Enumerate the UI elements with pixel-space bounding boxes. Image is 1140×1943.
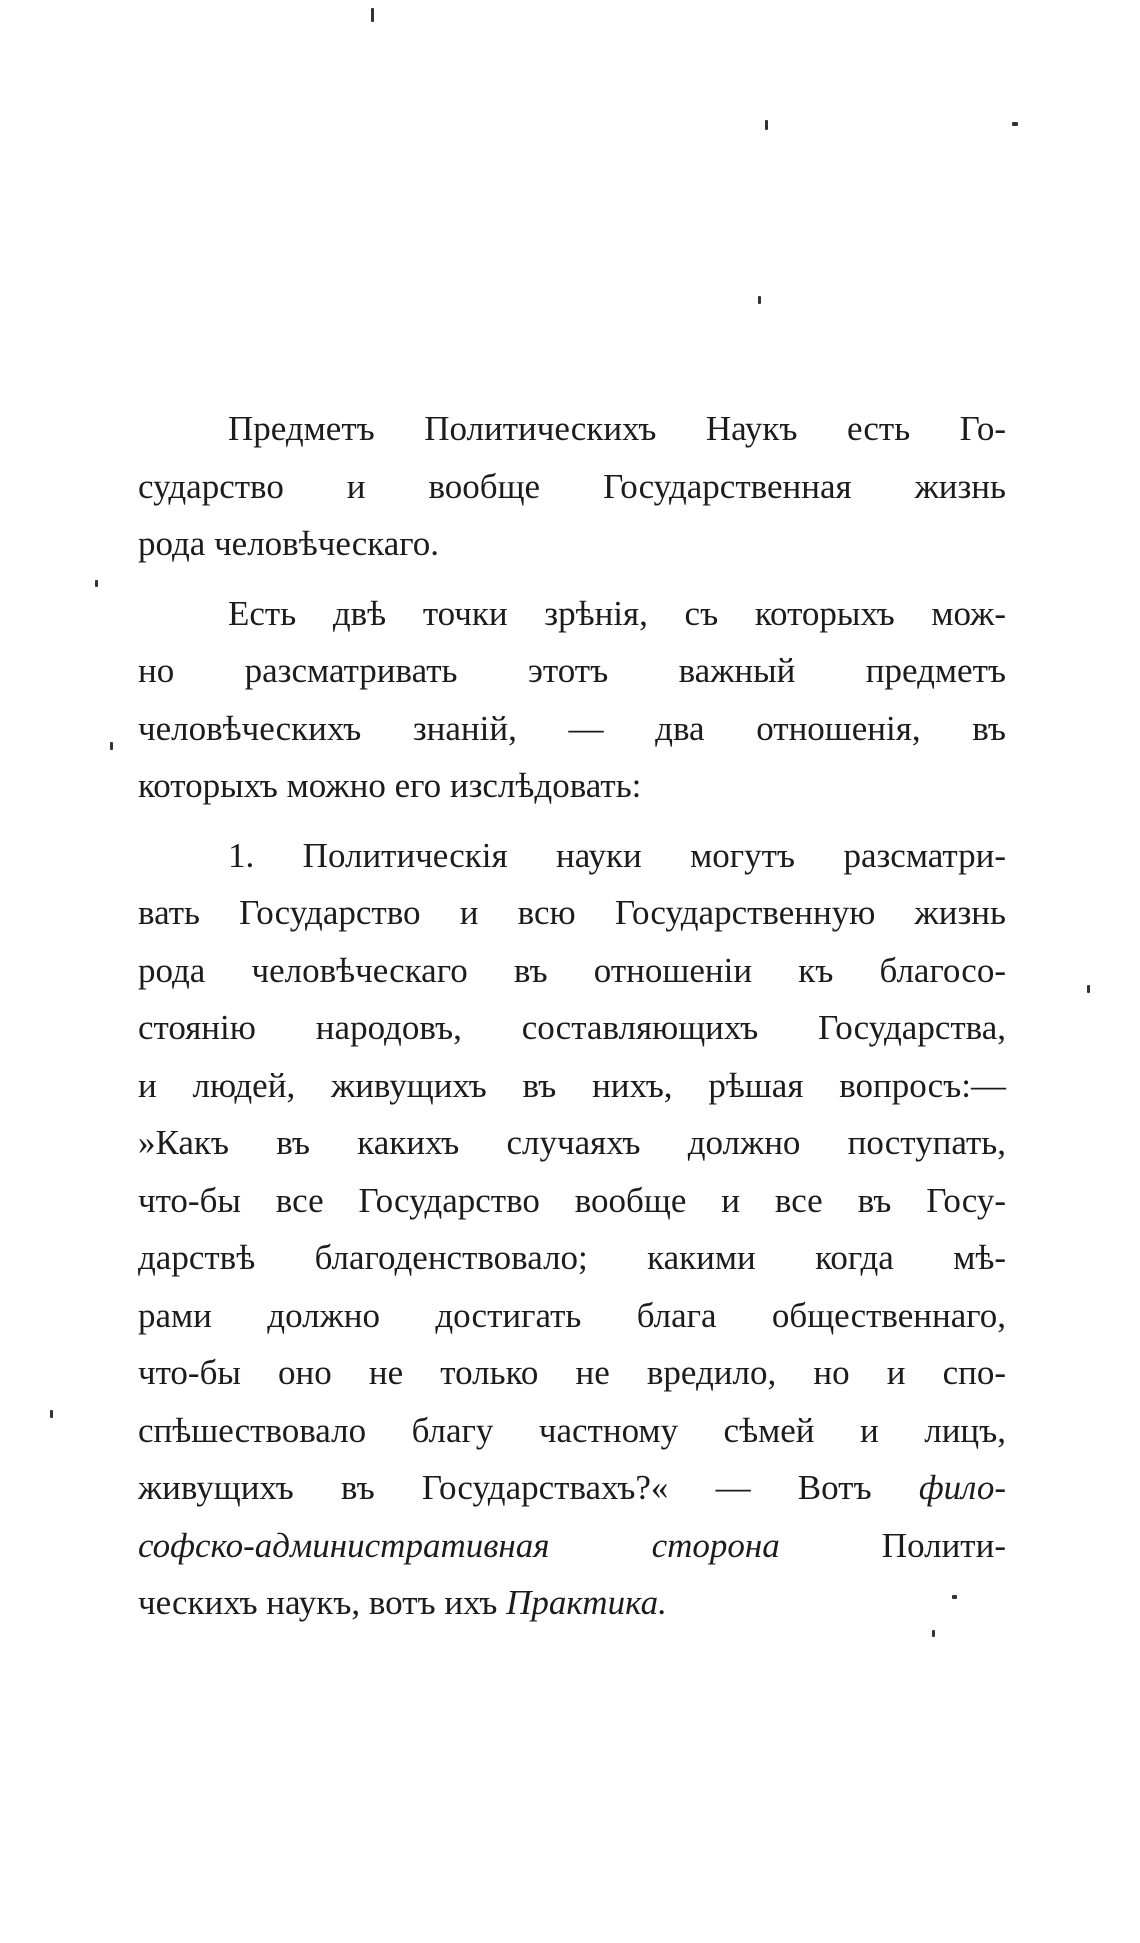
- text-line: рода человѣческаго.: [138, 524, 440, 563]
- text-line: рами должно достигать блага общественнаго,: [138, 1295, 1006, 1335]
- text-line: что-бы оно не только не вредило, но и спо-: [138, 1353, 1006, 1392]
- text-line: спѣшествовало благу частному сѣмей и лицъ,: [138, 1410, 1006, 1450]
- page-text: [138, 400, 1006, 1632]
- scan-speck: [758, 296, 761, 304]
- text-line: рода человѣческаго въ отношеніи къ благосо-: [138, 950, 1006, 990]
- text-line: стоянію народовъ, составляющихъ Государства,: [138, 1008, 1006, 1047]
- text-line: 1. Политическія науки могутъ разсматри-: [228, 835, 1006, 875]
- paragraph: [138, 585, 1006, 815]
- italic-run: Практика.: [506, 1583, 667, 1622]
- paragraph: [138, 400, 1006, 573]
- text-line: [138, 1574, 1006, 1632]
- text-line: но разсматривать этотъ важный предметъ: [138, 651, 1006, 690]
- text-run: ческихъ наукъ, вотъ ихъ: [138, 1583, 507, 1622]
- scan-speck: [50, 1410, 53, 1418]
- scan-speck: [95, 580, 98, 587]
- text-line: дарствѣ благоденствовало; какими когда мѣ-: [138, 1238, 1006, 1277]
- text-line: Предметъ Политическихъ Наукъ есть Го-: [228, 409, 1006, 448]
- paragraph: [138, 827, 1006, 1632]
- text-line: сударство и вообще Государственная жизнь: [138, 466, 1006, 506]
- text-line: и людей, живущихъ въ нихъ, рѣшая вопросъ:—: [138, 1065, 1006, 1105]
- text-run: живущихъ въ Государствахъ?« — Вотъ: [138, 1468, 872, 1507]
- italic-run: фило-: [918, 1468, 1007, 1507]
- scan-speck: [1012, 122, 1018, 126]
- scan-speck: [1087, 985, 1090, 993]
- scan-speck: [371, 8, 374, 22]
- text-line: человѣческихъ знаній, — два отношенія, въ: [138, 708, 1006, 748]
- scan-speck: [765, 120, 768, 130]
- text-line: [138, 1459, 1006, 1517]
- text-line: »Какъ въ какихъ случаяхъ должно поступать,: [138, 1123, 1006, 1162]
- text-run: Полити-: [779, 1525, 1006, 1565]
- text-line: которыхъ можно его изслѣдовать:: [138, 766, 642, 805]
- text-line: Есть двѣ точки зрѣнія, съ которыхъ мож-: [228, 593, 1006, 633]
- text-line: [138, 1517, 1006, 1575]
- text-line: что-бы все Государство вообще и все въ Госу-: [138, 1180, 1006, 1220]
- italic-run: софско-административная сторона: [138, 1525, 780, 1565]
- scan-speck: [110, 742, 113, 750]
- text-line: вать Государство и всю Государственную жизнь: [138, 893, 1006, 932]
